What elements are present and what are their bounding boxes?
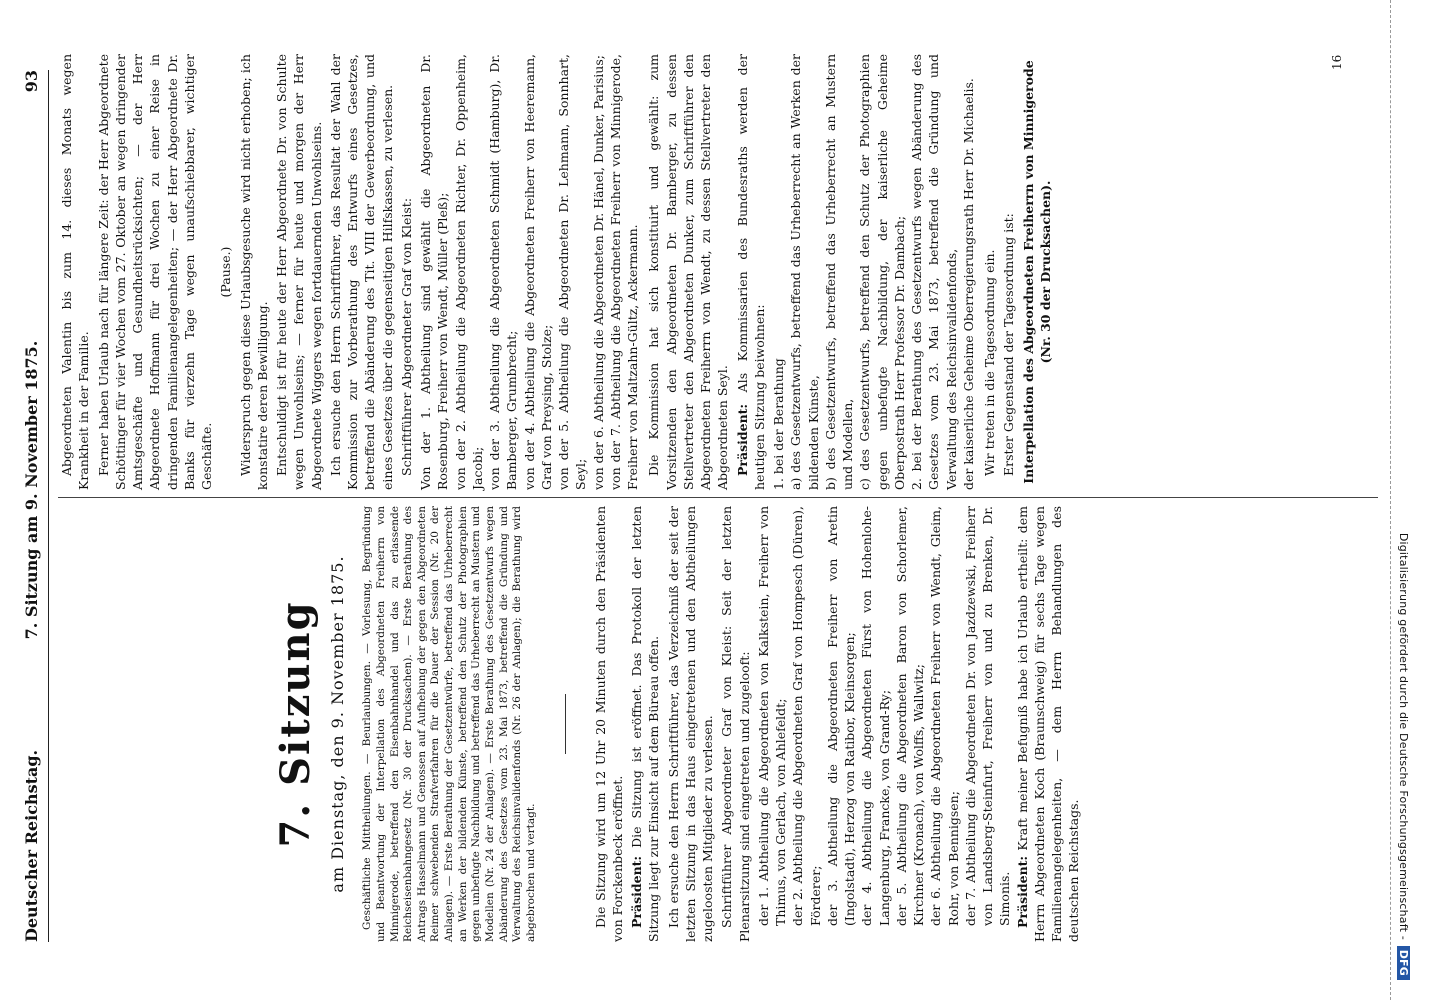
paragraph-2: Ferner haben Urlaub nach für längere Zeit: der Herr Abgeordnete Schöttinger für vier Wochen vom 27. Oktober an wegen dringender Amtsgeschäfte und Gesundheitsrücksichten; — der Herr Abgeordnete Hoffmann für drei Wochen zu einer Reise in dringenden Familienangelegenheiten; — der Herr Abgeordnete Dr. Banks für vierzehn Tage wegen unaufschiebbarer, wichtiger Geschäfte. (95, 54, 214, 490)
list-item: b) des Gesetzentwurfs, betreffend das Urheberrecht an Mustern und Modellen, (822, 54, 855, 490)
list-item: der 2. Abtheilung die Abgeordneten Graf von Hompesch (Düren), Förderer; (790, 506, 823, 926)
paragraph-4: Entschuldigt ist für heute der Herr Abgeordnete Dr. von Schulte wegen Unwohlseins; — ferner für heute und morgen der Herr Abgeordnete Wiggers wegen fortdauernden Unwohlseins. (274, 54, 324, 490)
paragraph-1: Abgeordneten Valentin bis zum 14. dieses Monats wegen Krankheit in der Familie. (59, 54, 92, 490)
column-divider (58, 497, 1378, 498)
paragraph-3: Widerspruch gegen diese Urlaubsgesuche wird nicht erhoben; ich konstatire deren Bewilligung. (237, 54, 270, 490)
list-item: der 5. Abtheilung die Abgeordneten Baron von Schorlemer, Kirchner (Kronach), von Wolffs, Wallwitz; (893, 506, 927, 926)
digitization-note (1397, 20, 1410, 980)
page-number: 93 (22, 70, 41, 93)
president-paragraph-2 (1014, 506, 1083, 942)
paragraph-text: Die Sitzung ist eröffnet. Das Protokoll der letzten Sitzung liegt zur Einsicht auf dem Büreau offen. (629, 506, 662, 942)
speaker-label: Präsident: (1014, 855, 1030, 928)
dfg-logo: DFG (1397, 946, 1410, 980)
agenda-summary-text: Geschäftliche Mittheilungen. — Beurlaubungen. — Vorlesung, Begründung und Beantwortung der Interpellation des Abgeordneten Freiherrn von Minnigerode, betreffend den Eisenbahnhandel und das zu erlassende Reichseisenbahngesetz (Nr. 30 der Drucksachen). — Erste Berathung des Antrags Hasselmann und Genossen auf Aufhebung der gegen den Abgeordneten Reimer schwebenden Strafverfahren für die Dauer der Session (Nr. 20 der Anlagen). — Erste Berathung der Gesetzentwürfe, betreffend das Urheberrecht an Werken der bildenden Künste, betreffend den Schutz der Photographien gegen unbefugte Nachbildung und betreffend das Urheberrecht an Mustern und Modellen (Nr. 24 der Anlagen). — Erste Berathung des Gesetzentwurfs wegen Abänderung des Gesetzes vom 23. Mai 1873, betreffend die Gründung und Verwaltung des Reichsinvalidenfonds (Nr. 26 der Anlagen); die Berathung wird abgebrochen und vertagt. (361, 506, 537, 942)
commissioner-list (770, 54, 977, 490)
president-paragraph-1 (628, 506, 663, 942)
interpellation-heading: Interpellation des Abgeordneten Freiherrn von Minnigerode (Nr. 30 der Drucksachen). (1020, 60, 1053, 484)
session-date: am Dienstag, den 9. November 1875. (328, 555, 348, 893)
running-header-left: Deutscher Reichstag. (22, 749, 41, 942)
paragraph-3: Schriftführer Abgeordneter Graf von Kleist: Seit der letzten Plenarsitzung sind eingetreten und zugelooft: (719, 506, 752, 942)
list-item: 1. bei der Berathung (771, 358, 786, 490)
paragraph-2: Ich ersuche den Herrn Schriftführer, das Verzeichniß der seit der letzten Sitzung in das Haus eingetretenen und den Abtheilungen zugeloosten Mitglieder zu verlesen. (665, 506, 716, 942)
paragraph-6: Schriftführer Abgeordneter Graf von Kleist: (398, 197, 414, 476)
paragraph-9: Wir treten in die Tagesordnung ein. (982, 249, 997, 476)
agenda-summary (361, 506, 538, 942)
signature-mark: 16 (1330, 54, 1344, 70)
paragraph-7: Die Kommission hat sich konstituirt und gewählt: zum Vorsitzenden den Abgeordneten Dr. Bamberger, zu dessen Stellvertreter den Abgeordneten Dunker, zum Schriftführer den Abgeordneten Freiherrn von Wendt, zu dessen Stellvertreter den Abgeordneten Seyl. (646, 54, 731, 490)
list-item: der kaiserliche Geheime Oberregierungsrath Herr Dr. Michaelis. (960, 78, 976, 490)
list-item: der 6. Abtheilung die Abgeordneten Freiherr von Wendt, Gleim, Rohr, von Bennigsen; (928, 506, 961, 926)
list-item: der 4. Abtheilung die Abgeordneten Fürst von Hohenlohe-Langenburg, Francke, von Grand-Ry; (859, 506, 892, 926)
speaker-label: Präsident: (629, 855, 645, 928)
list-item: von der 3. Abtheilung die Abgeordneten Schmidt (Hamburg), Dr. Bamberger, Grumbrecht; (487, 54, 520, 490)
digitization-text: Digitalisierung gefördert durch die Deutsche Forschungsgemeinschaft - (1397, 532, 1410, 941)
pause-note: (Pause.) (218, 246, 234, 298)
left-column (58, 506, 1085, 942)
right-column (58, 54, 1056, 490)
header-rule (48, 70, 49, 942)
list-item: der 3. Abtheilung die Abgeordneten Freiherr von Aretin (Ingolstadt), Herzog von Ratibor, Kleinsorgen; (824, 506, 858, 926)
list-item: 2. bei der Berathung des Gesetzentwurfs wegen Abänderung des Gesetzes vom 23. Mai 1873, betreffend die Gründung und Verwaltung des Reichsinvalidenfonds, (909, 54, 959, 490)
list-item: c) des Gesetzentwurfs, betreffend den Schutz der Photographien gegen unbefugte Nachbildung, der kaiserliche Geheime Oberpostrath Herr Professor Dr. Dambach; (857, 54, 907, 490)
president-paragraph (734, 54, 769, 490)
committee-election-list (417, 54, 641, 490)
list-item: von der 7. Abtheilung die Abgeordneten Freiherr von Minnigerode, Freiherr von Maltzahn-Gültz, Ackermann. (607, 54, 640, 490)
list-item: der 7. Abtheilung die Abgeordneten Dr. von Jazdzewski, Freiherr von Landsberg-Steinfurt, Freiherr von und zu Brenken, Dr. Simonis. (962, 506, 1013, 926)
paragraph-10: Erster Gegenstand der Tagesordnung ist: (1001, 213, 1017, 476)
paragraph-text: Kraft meiner Befugniß habe ich Urlaub ertheilt: dem Herrn Abgeordneten Koch (Braunschweig) für sechs Tage wegen Familienangelegenheiten, — dem Herrn Behandlungen des deutschen Reichstags. (1014, 506, 1082, 942)
list-item: a) des Gesetzentwurfs, betreffend das Urheberrecht an Werken der bildenden Künste, (788, 54, 821, 490)
list-item: von der 5. Abtheilung die Abgeordneten Dr. Lehmann, Sonnhart, Seyl; (556, 54, 589, 490)
running-header-center: 7. Sitzung am 9. November 1875. (22, 340, 41, 640)
list-item: von der 6. Abtheilung die Abgeordneten Dr. Hänel, Dunker, Parisius; (590, 55, 606, 490)
opening-paragraph: Die Sitzung wird um 12 Uhr 20 Minuten durch den Präsidenten von Forckenbeck eröffnet. (592, 506, 625, 942)
paragraph-text: Als Kommissarien des Bundesraths werden der heutigen Sitzung beiwohnen: (734, 54, 767, 490)
list-item: der 1. Abtheilung die Abgeordneten von Kalkstein, Freiherr von Thimus, von Gerlach, von Ahlefeldt; (755, 506, 789, 926)
member-assignment-list (755, 506, 1014, 942)
bottom-margin (1390, 0, 1432, 1000)
speaker-label: Präsident: (734, 403, 750, 476)
section-divider (565, 694, 566, 754)
list-item: von der 2. Abtheilung die Abgeordneten Richter, Dr. Oppenheim, Jacobi; (452, 54, 485, 490)
paragraph-5: Ich ersuche den Herrn Schriftführer, das Resultat der Wahl der Kommission zur Vorberathung des Entwurfs eines Gesetzes, betreffend die Abänderung des Tit. VIII der Gewerbeordnung, und eines Gesetzes über die gegenseitigen Hilfskassen, zu verlesen. (327, 54, 395, 490)
session-title: 7. Sitzung (272, 600, 319, 848)
list-item: Von der 1. Abtheilung sind gewählt die Abgeordneten Dr. Rosenburg, Freiherr von Wendt, Müller (Pleß); (418, 54, 451, 490)
list-item: von der 4. Abtheilung die Abgeordneten Freiherr von Heeremann, Graf von Preysing, Stolze; (521, 54, 554, 490)
